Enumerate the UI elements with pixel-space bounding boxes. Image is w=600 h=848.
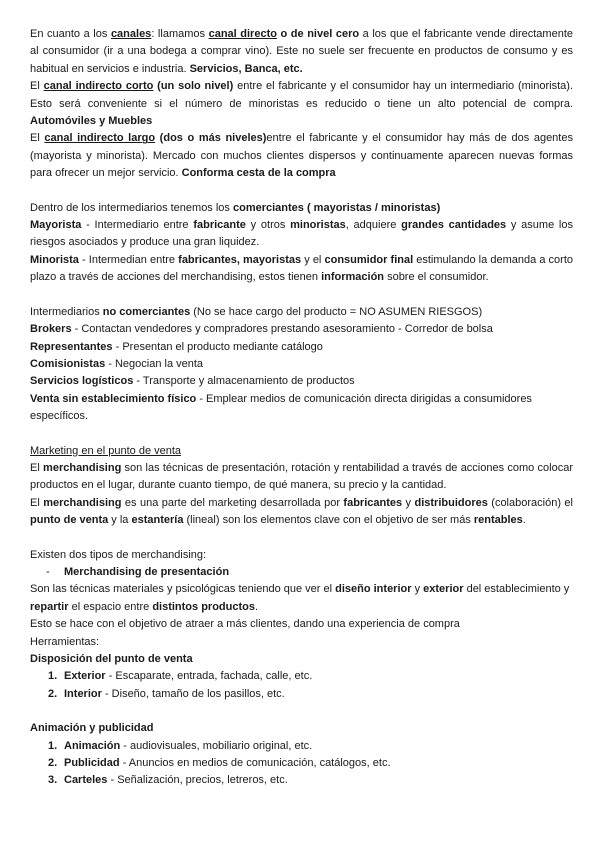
canal-corto-term: canal indirecto corto [43, 80, 154, 93]
list-item: Servicios logísticos - Transporte y almacenamiento de productos [30, 375, 355, 388]
list-item: Representantes - Presentan el producto mediante catálogo [30, 340, 323, 353]
list-item: Venta sin establecimiento físico - Emplear medios de comunicación directa dirigidas a consumidores específicos. [30, 392, 532, 423]
canal-directo-term: canal directo [208, 28, 277, 40]
tipos-lead: Existen dos tipos de merchandising: [30, 548, 207, 561]
mayorista-paragraph: Mayorista - Intermediario entre fabricante y otros minoristas, adquiere grandes cantidades y asume los riesgos asociados y produce una gran liquidez. [30, 219, 573, 249]
canal-directo-paragraph: En cuanto a los canales: llamamos canal directo o de nivel cero a los que el fabricante vende directamente al consumidor (ir a una bodega a comprar vino). Este no suele ser frecuente en productos de consumo y es habitual en servicios e industria. Servicios, Banca, etc. [30, 28, 573, 75]
canales-term: canales [110, 28, 152, 40]
objetivo-text: Esto se hace con el objetivo de atraer a más clientes, dando una experiencia de compra [30, 618, 460, 631]
list-item: 1. Exterior - Escaparate, entrada, fachada, calle, etc. [48, 670, 313, 683]
disposicion-list [30, 668, 573, 703]
canal-largo-paragraph: El canal indirecto largo (dos o más niveles)entre el fabricante y el consumidor hay más de dos agentes (mayorista y minorista). Mercado con muchos clientes dispersos y continuamente aparecen nuevas formas para ofrecer un mejor servicio. Conforma cesta de la compra [30, 132, 573, 180]
disposicion-heading: Disposición del punto de venta [30, 653, 193, 665]
merchandising-paragraph-2: El merchandising es una parte del marketing desarrollada por fabricantes y distribuidores (colaboración) el punto de venta y la estantería (lineal) son los elementos clave con el objetivo de ser más rentables. [30, 496, 573, 527]
presentacion-description: Son las técnicas materiales y psicológicas teniendo que ver el diseño interior y exterior del establecimiento y repartir el espacio entre distintos productos. [30, 583, 570, 613]
animacion-heading: Animación y publicidad [30, 722, 154, 735]
marketing-heading: Marketing en el punto de venta [30, 444, 182, 457]
no-comerciantes-lead: Intermediarios no comerciantes (No se hace cargo del producto = NO ASUMEN RIESGOS) [30, 305, 483, 318]
list-item: 3. Carteles - Señalización, precios, letreros, etc. [48, 774, 288, 787]
herramientas-label: Herramientas: [30, 635, 100, 648]
intermediarios-lead: Dentro de los intermediarios tenemos los comerciantes ( mayoristas / minoristas) [30, 201, 441, 214]
minorista-paragraph: Minorista - Intermedian entre fabricantes, mayoristas y el consumidor final estimulando la demanda a corto plazo a través de acciones del merchandising, estos tienen información sobre el consumidor. [30, 253, 573, 284]
list-item: 1. Animación - audiovisuales, mobiliario original, etc. [48, 739, 313, 752]
list-item: Brokers - Contactan vendedores y compradores prestando asesoramiento - Corredor de bolsa [30, 323, 493, 336]
list-item: Comisionistas - Negocian la venta [30, 357, 204, 370]
list-item: 2. Publicidad - Anuncios en medios de comunicación, catálogos, etc. [48, 757, 391, 770]
canal-corto-paragraph: El canal indirecto corto (un solo nivel) entre el fabricante y el consumidor hay un intermediario (minorista). Esto será conveniente si el número de minoristas es reducido o tiene un alto potencial de compra. Automóviles y Muebles [30, 80, 573, 128]
dash-bullet-item: - Merchandising de presentación [46, 565, 230, 578]
list-item: 2. Interior - Diseño, tamaño de los pasillos, etc. [48, 687, 285, 700]
canal-largo-term: canal indirecto largo [44, 132, 156, 145]
merchandising-paragraph: El merchandising son las técnicas de presentación, rotación y rentabilidad a través de acciones como colocar productos en el lugar, durante cuanto tiempo, de qué manera, su precio y la cantidad. [30, 461, 573, 492]
animacion-list [30, 738, 573, 790]
document-page [30, 26, 573, 790]
